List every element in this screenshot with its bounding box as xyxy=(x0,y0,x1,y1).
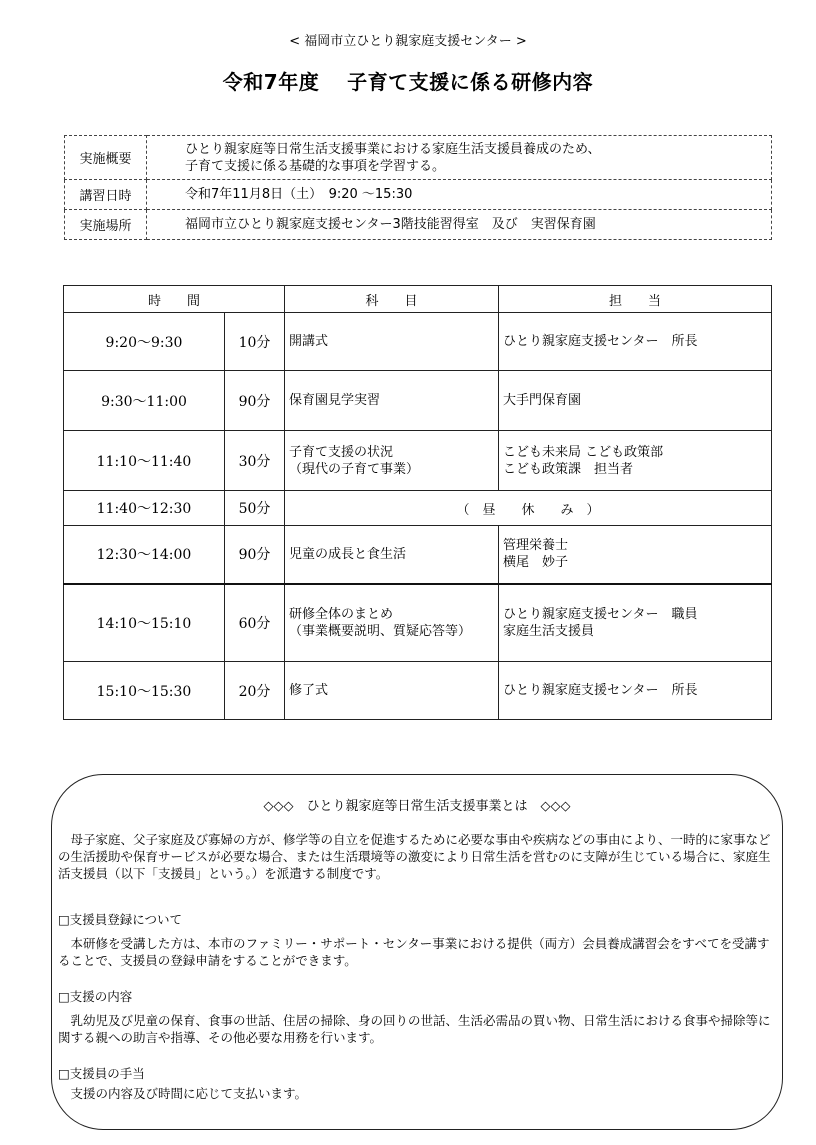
session-time: 11:10～11:40 xyxy=(64,431,225,491)
subject-line: 子育て支援の状況 xyxy=(289,444,394,460)
subject-line: 開講式 xyxy=(289,334,329,349)
session-duration: 20分 xyxy=(225,662,285,720)
session-subject xyxy=(285,662,499,720)
session-instructor xyxy=(499,662,772,720)
session-time: 15:10～15:30 xyxy=(64,662,225,720)
subject-line: 児童の成長と食生活 xyxy=(289,546,407,562)
instructor-line: ひとり親家庭支援センター 所長 xyxy=(503,334,698,349)
session-time: 9:20～9:30 xyxy=(64,313,225,371)
session-time: 14:10～15:10 xyxy=(64,584,225,662)
session-duration: 60分 xyxy=(225,584,285,662)
table-row xyxy=(64,526,772,584)
info-value-line: ひとり親家庭等日常生活支援事業における家庭生活支援員養成のため、 xyxy=(185,141,601,157)
subject-line: （事業概要説明、質疑応答等） xyxy=(289,623,472,639)
session-duration: 90分 xyxy=(225,526,285,584)
session-subject xyxy=(285,584,499,662)
info-label: 実施概要 xyxy=(65,136,147,180)
intro-paragraph: 母子家庭、父子家庭及び寡婦の方が、修学等の自立を促進するために必要な事由や疾病などの事由により、一時的に家事などの生活援助や保育サービスが必要な場合、または生活環境等の激変により日常生活を営むのに支障が生じている場合に、家庭生活支援員（以下「支援員」という。）を派遣する制度です。 xyxy=(58,832,771,881)
session-subject xyxy=(285,313,499,371)
lunch-break: （ 昼 休 み ） xyxy=(285,491,772,526)
info-row-venue xyxy=(65,210,772,240)
subject-line: （現代の子育て事業） xyxy=(289,461,420,477)
subject-line: 保育園見学実習 xyxy=(289,393,381,408)
header-instructor: 担 当 xyxy=(499,286,772,313)
section-heading: □支援の内容 xyxy=(58,989,133,1004)
instructor-line: ひとり親家庭支援センター 職員 xyxy=(503,606,698,622)
session-duration: 30分 xyxy=(225,431,285,491)
info-label: 講習日時 xyxy=(65,180,147,210)
organization-name: < 福岡市立ひとり親家庭支援センター > xyxy=(289,34,527,49)
session-instructor xyxy=(499,371,772,431)
session-instructor xyxy=(499,431,772,491)
info-row-overview xyxy=(65,136,772,180)
session-instructor xyxy=(499,526,772,584)
section-heading: □支援員登録について xyxy=(58,912,183,927)
header-subject: 科 目 xyxy=(285,286,499,313)
subject-line: 研修全体のまとめ xyxy=(289,606,394,622)
instructor-line: 管理栄養士 xyxy=(503,538,569,554)
schedule-table xyxy=(63,285,772,720)
instructor-line: 家庭生活支援員 xyxy=(503,623,595,639)
session-duration: 50分 xyxy=(225,491,285,526)
section-body: 乳幼児及び児童の保育、食事の世話、住居の掃除、身の回りの世話、生活必需品の買い物、日常生活における食事や掃除等に関する親への助言や指導、その他必要な用務を行います。 xyxy=(58,1013,771,1045)
instructor-line: ひとり親家庭支援センター 所長 xyxy=(503,683,698,698)
instructor-line: こども政策課 担当者 xyxy=(503,461,634,477)
session-instructor xyxy=(499,313,772,371)
box-title: ◇◇◇ ひとり親家庭等日常生活支援事業とは ◇◇◇ xyxy=(263,799,571,814)
subject-line: 修了式 xyxy=(289,683,329,698)
program-description-box xyxy=(51,774,783,1130)
info-value-line: 令和7年11月8日（土） 9:20 ～15:30 xyxy=(185,187,413,202)
page-title: 令和7年度 子育て支援に係る研修内容 xyxy=(222,70,594,94)
section-heading: □支援員の手当 xyxy=(58,1066,145,1081)
instructor-line: 横尾 妙子 xyxy=(503,555,569,571)
schedule-header-row xyxy=(64,286,772,313)
instructor-line: 大手門保育園 xyxy=(503,393,582,408)
info-table xyxy=(64,135,772,240)
info-value-line: 福岡市立ひとり親家庭支援センター3階技能習得室 及び 実習保育園 xyxy=(185,217,596,232)
instructor-line: こども未来局 こども政策部 xyxy=(503,444,664,460)
session-duration: 90分 xyxy=(225,371,285,431)
info-value xyxy=(147,210,772,240)
info-value xyxy=(147,180,772,210)
info-label: 実施場所 xyxy=(65,210,147,240)
table-row xyxy=(64,371,772,431)
session-duration: 10分 xyxy=(225,313,285,371)
session-subject xyxy=(285,431,499,491)
info-value xyxy=(147,136,772,180)
section-body: 支援の内容及び時間に応じて支払います。 xyxy=(58,1086,308,1101)
session-time: 11:40～12:30 xyxy=(64,491,225,526)
session-time: 12:30～14:00 xyxy=(64,526,225,584)
info-row-datetime xyxy=(65,180,772,210)
session-time: 9:30～11:00 xyxy=(64,371,225,431)
table-row xyxy=(64,584,772,662)
table-row xyxy=(64,313,772,371)
session-subject xyxy=(285,526,499,584)
session-instructor xyxy=(499,584,772,662)
info-value-line: 子育て支援に係る基礎的な事項を学習する。 xyxy=(185,158,446,174)
session-subject xyxy=(285,371,499,431)
table-row xyxy=(64,431,772,491)
section-body: 本研修を受講した方は、本市のファミリー・サポート・センター事業における提供（両方）会員養成講習会をすべてを受講することで、支援員の登録申請をすることができます。 xyxy=(58,936,770,968)
table-row-lunch xyxy=(64,491,772,526)
table-row xyxy=(64,662,772,720)
header-time: 時 間 xyxy=(64,286,285,313)
